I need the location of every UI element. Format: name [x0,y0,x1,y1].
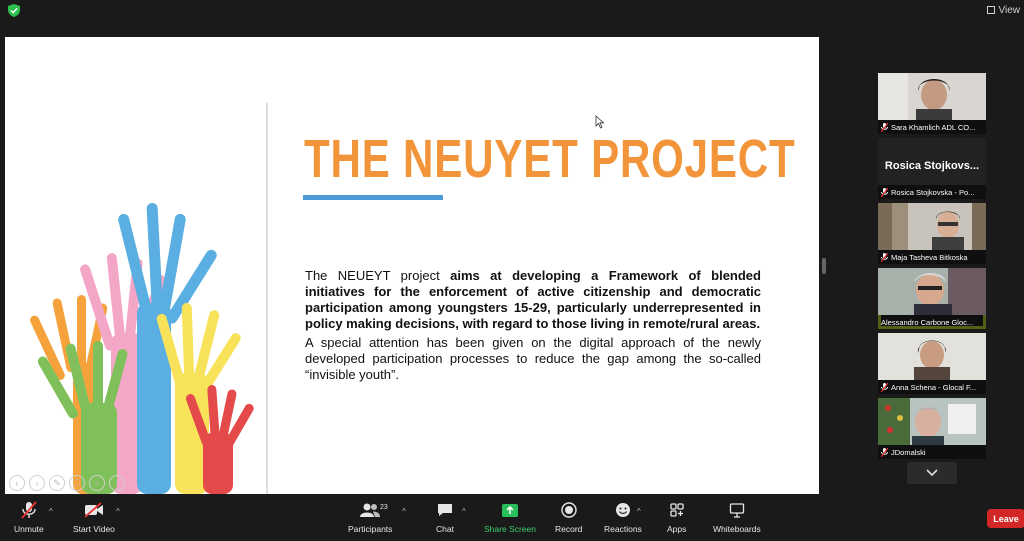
chat-label: Chat [436,524,454,534]
slide-divider [266,103,268,494]
shared-screen-slide [5,37,819,494]
participant-tile[interactable] [878,398,986,459]
meeting-toolbar [0,497,1024,541]
next-slide-icon[interactable]: › [29,475,45,491]
panel-resize-handle[interactable] [822,258,826,274]
video-off-icon [84,502,104,518]
start-video-button[interactable] [73,501,115,534]
slide-nav-controls [9,475,125,491]
participant-name: Sara Khamlich ADL CO... [891,122,976,132]
mouse-cursor-icon [595,115,605,129]
leave-button[interactable]: Leave [987,509,1024,528]
smiley-icon [615,502,631,518]
participant-name: Anna Schena - Glocal F... [891,382,977,392]
participant-video [878,73,986,120]
meeting-top-bar [0,0,1024,22]
slide-paragraph-1 [305,268,761,332]
participant-display-name: Rosica Stojkovs... [884,160,980,172]
apps-icon [669,502,685,518]
zoom-icon[interactable]: ⌕ [89,475,105,491]
participant-video [878,333,986,380]
muted-mic-icon [881,383,888,392]
record-label: Record [555,524,583,534]
unmute-label: Unmute [14,524,44,534]
chat-options-caret-icon[interactable]: ^ [462,507,466,516]
participant-video [878,398,986,445]
participant-name: Alessandro Carbone Gloc... [881,317,974,327]
pen-icon[interactable]: ✎ [49,475,65,491]
previous-slide-icon[interactable]: ‹ [9,475,25,491]
chat-icon [437,502,453,518]
participant-tile[interactable] [878,138,986,199]
share-screen-icon [502,504,518,517]
colorful-hands-illustration [25,203,255,494]
participant-name: Rosica Stojkovska - Po... [891,187,975,197]
whiteboard-icon [729,502,745,518]
participants-options-caret-icon[interactable]: ^ [402,507,406,516]
para1-bold: aims at developing a Framework of blended initiatives for the enforcement of active citizenship and democratic participation among youngsters 15-29, particularly underrepresented in policy making decisions, with regard to those living in remote/rural areas. [305,268,761,331]
grid-icon [987,6,995,14]
slide-title: THE NEUYET PROJECT [304,129,796,189]
participants-icon [359,502,381,518]
reactions-options-caret-icon[interactable]: ^ [637,507,641,516]
participant-video [878,203,986,250]
view-label: View [998,4,1020,16]
gallery-scroll-down-button[interactable] [907,462,957,484]
video-options-caret-icon[interactable]: ^ [116,507,120,516]
muted-mic-icon [881,188,888,197]
slide-body [305,268,761,386]
participant-tile-active-speaker[interactable] [878,268,986,329]
record-icon [561,502,577,518]
para1-lead: The NEUEYT project [305,268,451,283]
title-underline [303,195,443,200]
shield-icon[interactable] [8,4,20,17]
view-button[interactable] [987,2,1024,18]
whiteboards-button[interactable] [713,501,761,534]
muted-mic-icon [881,253,888,262]
chevron-down-icon [926,469,938,477]
more-options-icon[interactable]: ⋯ [109,475,125,491]
reactions-label: Reactions [604,524,642,534]
slide-paragraph-2: A special attention has been given on the digital approach of the newly developed participation processes to reduce the gap among the so-called “invisible youth”. [305,335,761,382]
participant-tile[interactable] [878,333,986,394]
participants-label: Participants [348,524,393,534]
record-button[interactable] [555,501,582,534]
share-screen-button[interactable] [484,501,536,534]
participant-gallery [878,73,986,463]
participant-name: Maja Tasheva Bitkoska [891,252,968,262]
participant-tile[interactable] [878,73,986,134]
start-video-label: Start Video [73,524,115,534]
participant-tile[interactable] [878,203,986,264]
participant-video [878,268,986,315]
muted-mic-icon [881,123,888,132]
apps-button[interactable] [667,501,686,534]
slides-icon[interactable]: ⎕ [69,475,85,491]
participants-count-badge: 23 [380,504,388,511]
reactions-button[interactable] [604,501,642,534]
apps-label: Apps [667,524,687,534]
unmute-button[interactable] [14,501,44,534]
audio-options-caret-icon[interactable]: ^ [49,507,53,516]
participant-name: JDomalski [891,447,926,457]
whiteboards-label: Whiteboards [713,524,761,534]
muted-mic-icon [881,448,888,457]
chat-button[interactable] [436,501,454,534]
muted-microphone-icon [21,501,37,519]
share-screen-label: Share Screen [484,524,536,534]
